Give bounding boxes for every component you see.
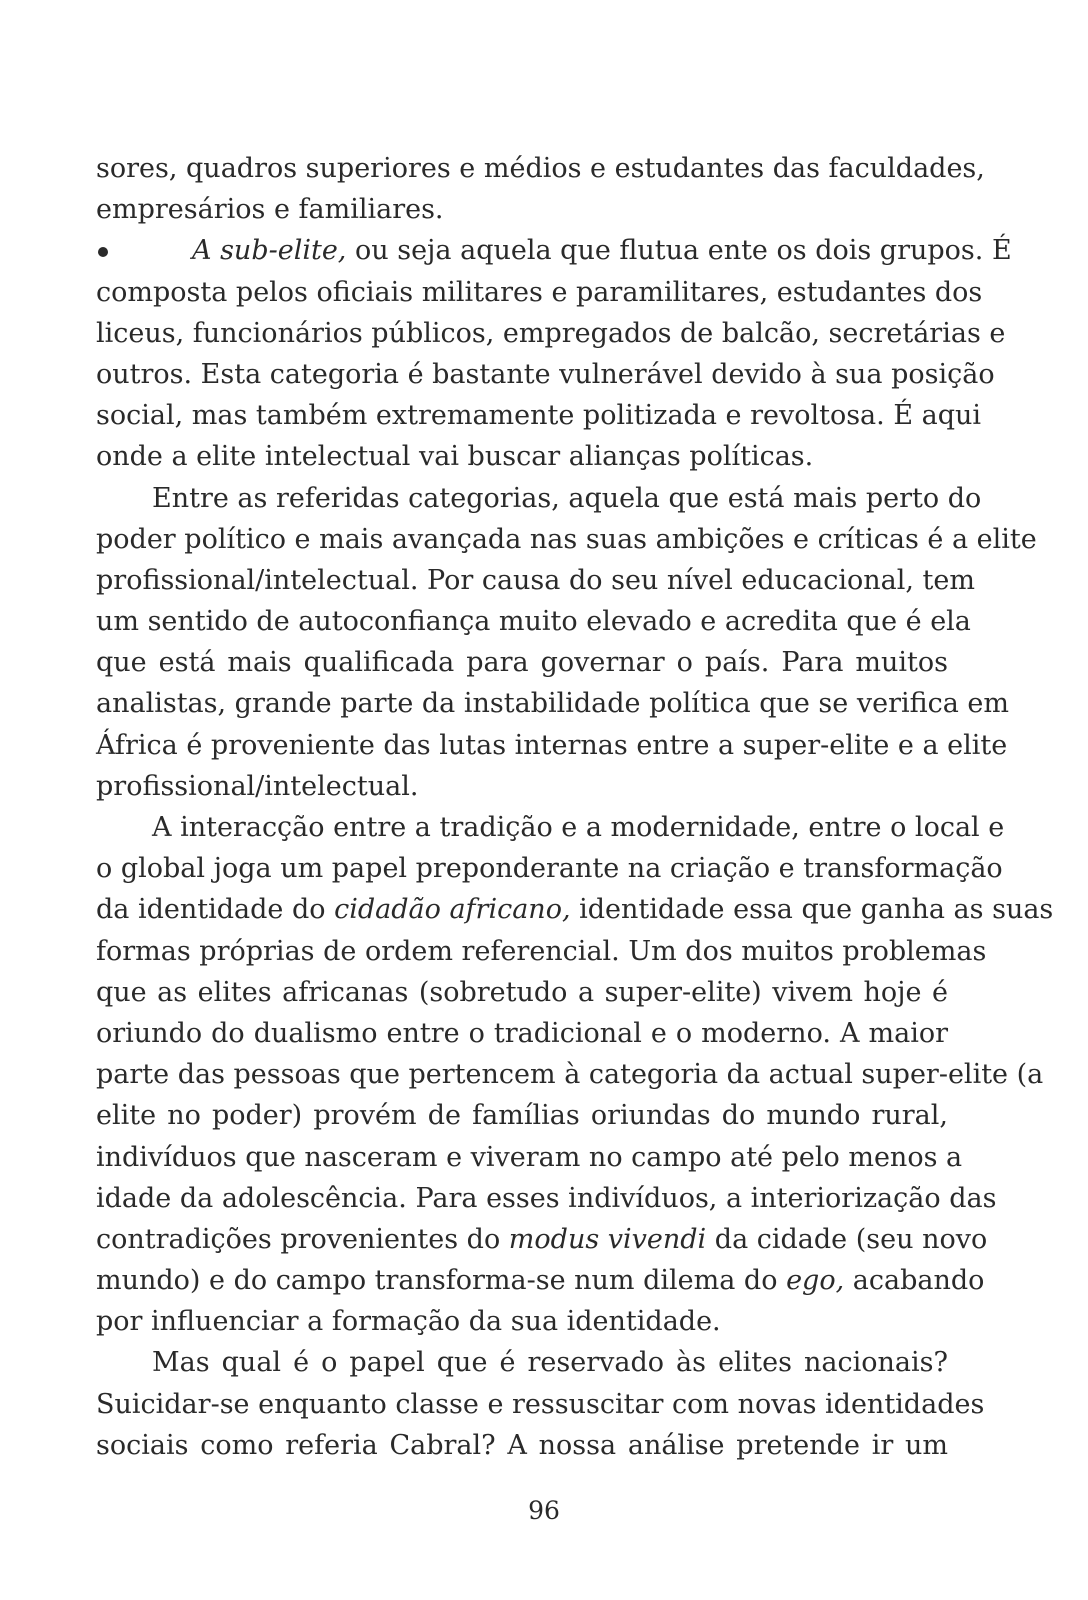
page-number: 96: [528, 1496, 560, 1525]
text-line: sores, quadros superiores e médios e estudantes das faculdades,: [96, 153, 985, 184]
italic-term: ego,: [786, 1265, 845, 1297]
text-line: parte das pessoas que pertencem à categoria da actual super-elite (a: [96, 1059, 1044, 1091]
text-line: empresários e familiares.: [96, 194, 444, 226]
text-line: contradições provenientes do modus vivendi da cidade (seu novo: [96, 1223, 988, 1255]
text-line: que está mais qualificada para governar o país. Para muitos: [96, 647, 948, 679]
text-line: que as elites africanas (sobretudo a super-elite) vivem hoje é: [96, 976, 948, 1008]
text-line: elite no poder) provém de famílias oriundas do mundo rural,: [96, 1100, 948, 1132]
text-line: liceus, funcionários públicos, empregados de balcão, secretárias e: [96, 317, 1006, 349]
text-line: analistas, grande parte da instabilidade política que se verifica em: [96, 688, 1010, 720]
text-line: um sentido de autoconfiança muito elevado e acredita que é ela: [96, 606, 971, 638]
text-line: sociais como referia Cabral? A nossa análise pretende ir um: [96, 1429, 948, 1461]
italic-term: modus vivendi: [508, 1223, 707, 1255]
bullet-item: [96, 230, 1012, 271]
text-line: A interacção entre a tradição e a modernidade, entre o local e: [152, 812, 1005, 843]
text-line: formas próprias de ordem referencial. Um dos muitos problemas: [96, 935, 987, 967]
text-line: social, mas também extremamente politizada e revoltosa. É aqui: [96, 400, 982, 432]
text-line: profissional/intelectual.: [96, 770, 419, 802]
text-line: por influenciar a formação da sua identidade.: [96, 1306, 721, 1338]
italic-term: cidadão africano,: [334, 894, 571, 926]
text-line: onde a elite intelectual vai buscar alianças políticas.: [96, 441, 814, 473]
text-line: o global joga um papel preponderante na criação e transformação: [96, 853, 1003, 885]
text-line: profissional/intelectual. Por causa do seu nível educacional, tem: [96, 564, 975, 596]
text-line: poder político e mais avançada nas suas ambições e críticas é a elite: [96, 523, 1037, 555]
text-line: Entre as referidas categorias, aquela que está mais perto do: [152, 482, 982, 514]
text-line: indivíduos que nasceram e viveram no campo até pelo menos a: [96, 1141, 963, 1173]
bullet-icon: [96, 230, 192, 271]
text-line: Mas qual é o papel que é reservado às elites nacionais?: [152, 1347, 948, 1379]
italic-term: A sub-elite,: [192, 235, 347, 267]
text-line: oriundo do dualismo entre o tradicional e o moderno. A maior: [96, 1017, 948, 1049]
page-body: [96, 148, 1054, 1466]
text-line: da identidade do cidadão africano, identidade essa que ganha as suas: [96, 894, 1054, 926]
bullet-text: A sub-elite, ou seja aquela que flutua ente os dois grupos. É: [192, 235, 1012, 267]
text-line: idade da adolescência. Para esses indivíduos, a interiorização das: [96, 1182, 997, 1214]
text-line: outros. Esta categoria é bastante vulnerável devido à sua posição: [96, 358, 995, 390]
text-line: Suicidar-se enquanto classe e ressuscitar com novas identidades: [96, 1388, 985, 1420]
text-line: mundo) e do campo transforma-se num dilema do ego, acabando: [96, 1265, 985, 1297]
text-line: África é proveniente das lutas internas entre a super-elite e a elite: [96, 729, 1008, 761]
text-line: composta pelos oficiais militares e paramilitares, estudantes dos: [96, 276, 983, 308]
